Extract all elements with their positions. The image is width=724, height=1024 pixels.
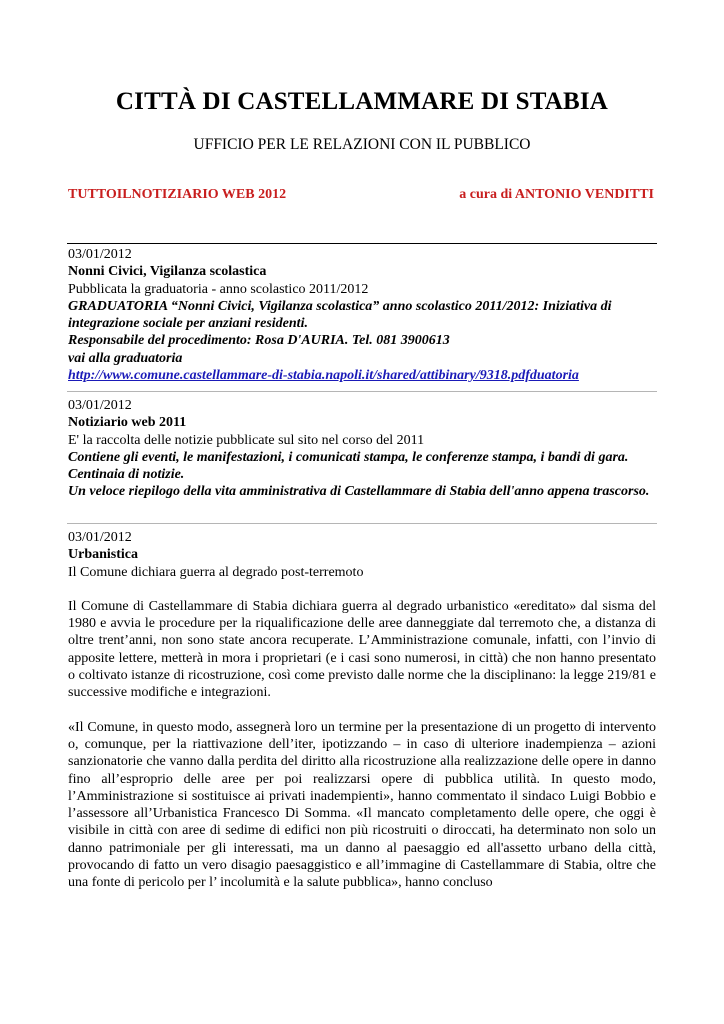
curator-label: a cura di ANTONIO VENDITTI <box>459 187 654 202</box>
header-divider <box>67 243 657 244</box>
article-notiziario-2011 <box>68 397 656 501</box>
graduatoria-link[interactable]: http://www.comune.castellammare-di-stabia.napoli.it/shared/attibinary/9318.pdfduatoria <box>68 368 579 384</box>
article-body: Un veloce riepilogo della vita amministrativa di Castellammare di Stabia dell'anno appena trascorso. <box>68 484 650 500</box>
article-paragraph: Il Comune di Castellammare di Stabia dichiara guerra al degrado urbanistico «ereditato» dal sisma del 1980 e avvia le procedure per la riqualificazione delle aree danneggiate dal terremoto che, a distanza di oltre trent’anni, non sono state ancora recuperate. L’Amministrazione comunale, infatti, con l’invio di apposite lettere, metterà in mora i proprietari (e i casi sono numerosi, in città) che non hanno presentato o coltivato istanze di ricostruzione, così come previsto dalle norme che la disciplinano: la legge 219/81 e successive modifiche e integrazioni. <box>68 598 656 701</box>
notiziario-label: TUTTOILNOTIZIARIO WEB 2012 <box>68 187 287 202</box>
article-summary: Pubblicata la graduatoria - anno scolastico 2011/2012 <box>68 281 369 297</box>
article-date: 03/01/2012 <box>68 530 132 545</box>
article-title: Notiziario web 2011 <box>68 415 187 431</box>
article-divider <box>67 391 657 392</box>
article-summary: Il Comune dichiara guerra al degrado post-terremoto <box>68 564 364 580</box>
article-title: Urbanistica <box>68 547 138 563</box>
article-body: Contiene gli eventi, le manifestazioni, i comunicati stampa, le conferenze stampa, i bandi di gara. Centinaia di notizie. <box>68 449 629 483</box>
page-title: CITTÀ DI CASTELLAMMARE DI STABIA <box>115 88 609 115</box>
article-body: GRADUATORIA “Nonni Civici, Vigilanza scolastica” anno scolastico 2011/2012: Iniziativa di integrazione sociale per anziani residenti. <box>68 298 612 332</box>
article-date: 03/01/2012 <box>68 398 132 413</box>
article-paragraph: «Il Comune, in questo modo, assegnerà loro un termine per la presentazione di un progetto di intervento o, comunque, per la riattivazione dell’iter, ipotizzando – in caso di ulteriore inadempienza – azioni sanzionatorie che vanno dalla perdita del diritto alla ricostruzione alla realizzazione delle opere in danno fino all’esproprio delle aree per poi realizzarsi opere di pubblica utilità. In questo modo, l’Amministrazione si sostituisce ai privati inadempienti», hanno commentato il sindaco Luigi Bobbio e l’assessore all’Urbanistica Francesco Di Somma. «Il mancato completamento delle opere, che oggi è visibile in città con aree di sedime di edifici non più ricostruiti o diroccati, ha determinato non solo un danno patrimoniale per gli interessati, ma un danno al paesaggio ed all'assetto urbano della città, provocando di fatto un vero disagio paesaggistico e all’immagine di Castellammare di Stabia, oltre che una fonte di pericolo per l’ incolumità e la salute pubblica», hanno concluso <box>68 719 656 891</box>
article-link-caption: vai alla graduatoria <box>68 350 183 366</box>
article-nonni-civici <box>68 246 656 384</box>
article-summary: E' la raccolta delle notizie pubblicate sul sito nel corso del 2011 <box>68 432 425 448</box>
article-contact: Responsabile del procedimento: Rosa D'AURIA. Tel. 081 3900613 <box>68 333 450 349</box>
article-divider <box>67 523 657 524</box>
article-title: Nonni Civici, Vigilanza scolastica <box>68 264 267 280</box>
page-subtitle: UFFICIO PER LE RELAZIONI CON IL PUBBLICO <box>193 136 531 153</box>
article-urbanistica <box>68 529 656 892</box>
article-date: 03/01/2012 <box>68 247 132 262</box>
